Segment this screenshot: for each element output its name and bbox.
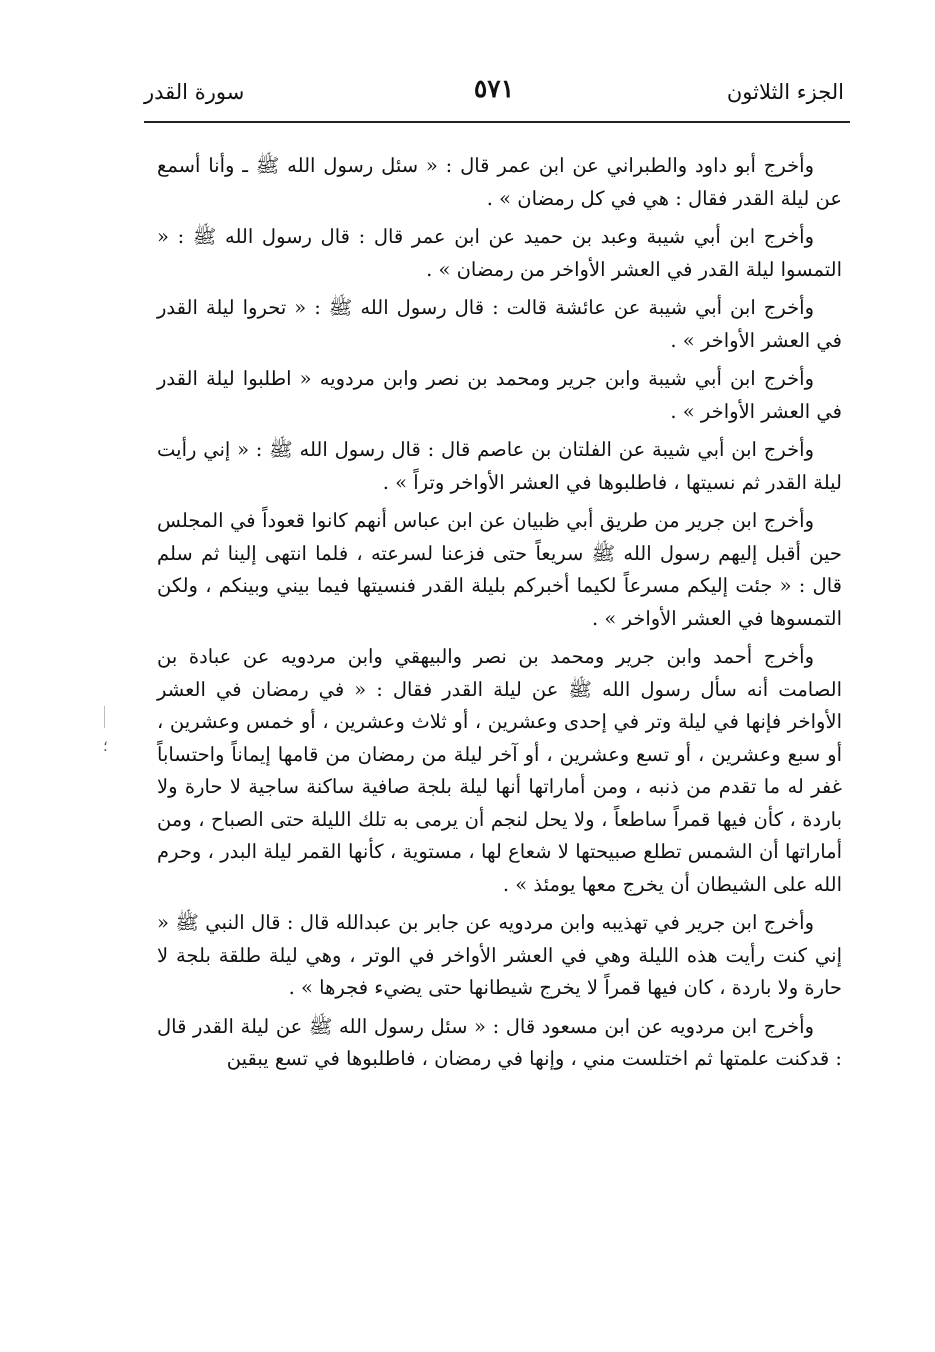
header-rule [144, 121, 850, 123]
page-header [144, 74, 844, 120]
paragraph: وأخرج ابن جرير من طريق أبي ظبيان عن ابن عباس أنهم كانوا قعوداً في المجلس حين أقبل إليهم رسول الله ﷺ سريعاً حتى فزعنا لسرعته ، فلما انتهى إلينا ثم سلم قال : « جئت إليكم مسرعاً لكيما أخبركم بليلة القدر فنسيتها فيما بيني وبينكم ، ولكن التمسوها في العشر الأواخر » . [157, 509, 842, 630]
margin-mark: ؛ [103, 737, 108, 755]
surah-title: سورة القدر [144, 80, 245, 104]
paragraph: وأخرج ابن جرير في تهذيبه وابن مردويه عن جابر بن عبدالله قال : قال النبي ﷺ « إني كنت رأيت هذه الليلة وهي في العشر الأواخر في الوتر ، وهي ليلة طلقة بلجة لا حارة ولا باردة ، كان فيها قمراً لا يخرج شيطانها حتى يضيء فجرها » . [157, 911, 842, 999]
page-body [157, 150, 842, 1082]
part-title: الجزء الثلاثون [726, 80, 844, 104]
paragraph: وأخرج أبو داود والطبراني عن ابن عمر قال : « سئل رسول الله ﷺ ـ وأنا أسمع عن ليلة القدر فقال : هي في كل رمضان » . [157, 154, 842, 210]
page-number: ٥٧١ [473, 74, 515, 103]
paragraph: وأخرج ابن أبي شيبة عن عائشة قالت : قال رسول الله ﷺ : « تحروا ليلة القدر في العشر الأواخر » . [157, 296, 842, 352]
paragraph: وأخرج ابن أبي شيبة وعبد بن حميد عن ابن عمر قال : قال رسول الله ﷺ : « التمسوا ليلة القدر في العشر الأواخر من رمضان » . [157, 225, 842, 281]
paragraph: وأخرج أحمد وابن جرير ومحمد بن نصر والبيهقي وابن مردويه عن عبادة بن الصامت أنه سأل رسول الله ﷺ عن ليلة القدر فقال : « في رمضان في العشر الأواخر فإنها في ليلة وتر في إحدى وعشرين ، أو ثلاث وعشرين ، أو خمس وعشرين ، أو سبع وعشرين ، أو تسع وعشرين ، أو آخر ليلة من رمضان من قامها إيماناً واحتساباً غفر له ما تقدم من ذنبه ، ومن أماراتها أنها ليلة بلجة صافية ساكنة ساجية لا حارة ولا باردة ، كأن فيها قمراً ساطعاً ، ولا يحل لنجم أن يرمى به تلك الليلة حتى الصباح ، ومن أماراتها أن الشمس تطلع صبيحتها لا شعاع لها ، مستوية ، كأنها القمر ليلة البدر ، وحرم الله على الشيطان أن يخرج معها يومئذ » . [157, 645, 842, 896]
paragraph: وأخرج ابن أبي شيبة عن الفلتان بن عاصم قال : قال رسول الله ﷺ : « إني رأيت ليلة القدر ثم نسيتها ، فاطلبوها في العشر الأواخر وتراً » . [157, 438, 842, 494]
margin-tick [104, 706, 105, 728]
paragraph: وأخرج ابن مردويه عن ابن مسعود قال : « سئل رسول الله ﷺ عن ليلة القدر قال : قدكنت علمتها ثم اختلست مني ، وإنها في رمضان ، فاطلبوها في تسع يبقين [157, 1014, 842, 1070]
paragraph: وأخرج ابن أبي شيبة وابن جرير ومحمد بن نصر وابن مردويه « اطلبوا ليلة القدر في العشر الأواخر » . [157, 367, 842, 423]
